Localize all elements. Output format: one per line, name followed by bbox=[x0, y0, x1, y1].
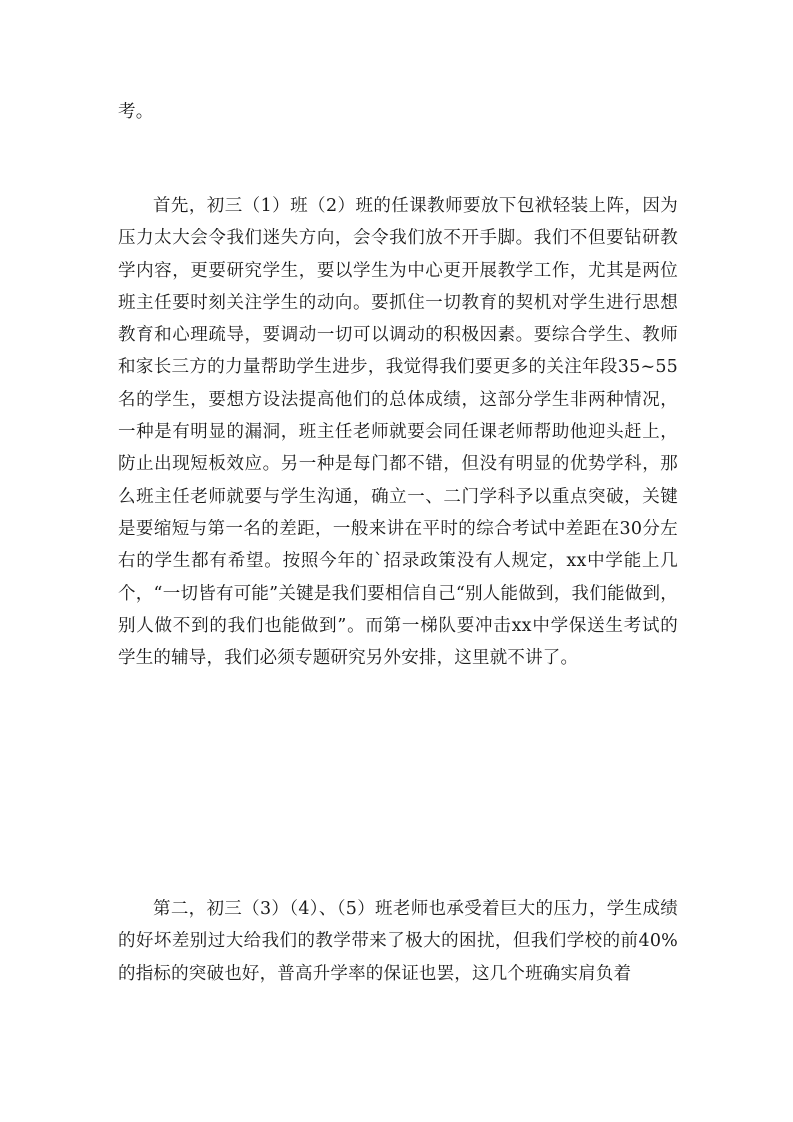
paragraph-continuation: 考。 bbox=[118, 102, 154, 122]
paragraph-second-point: 第二，初三（3）（4）、（5）班老师也承受着巨大的压力，学生成绩的好坏差别过大给我们的教学带来了极大的困扰，但我们学校的前40%的指标的突破也好，普高升学率的保证也罢，这几个班确实肩负着 bbox=[118, 899, 678, 984]
paragraph-first-point: 首先，初三（1）班（2）班的任课教师要放下包袱轻装上阵，因为压力太大会令我们迷失方向，会令我们放不开手脚。我们不但要钻研教学内容，更要研究学生，要以学生为中心更开展教学工作，尤其是两位班主任要时刻关注学生的动向。要抓住一切教育的契机对学生进行思想教育和心理疏导，要调动一切可以调动的积极因素。要综合学生、教师和家长三方的力量帮助学生进步，我觉得我们要更多的关注年段35~55名的学生，要想方设法提高他们的总体成绩，这部分学生非两种情况，一种是有明显的漏洞，班主任老师就要会同任课老师帮助他迎头赶上，防止出现短板效应。另一种是每门都不错，但没有明显的优势学科，那么班主任老师就要与学生沟通，确立一、二门学科予以重点突破，关键是要缩短与第一名的差距，一般来讲在平时的综合考试中差距在30分左右的学生都有希望。按照今年的`招录政策没有人规定，xx中学能上几个，“一切皆有可能”关键是我们要相信自己“别人能做到，我们能做到，别人做不到的我们也能做到”。而第一梯队要冲击xx中学保送生考试的学生的辅导，我们必须专题研究另外安排，这里就不讲了。 bbox=[118, 196, 678, 669]
